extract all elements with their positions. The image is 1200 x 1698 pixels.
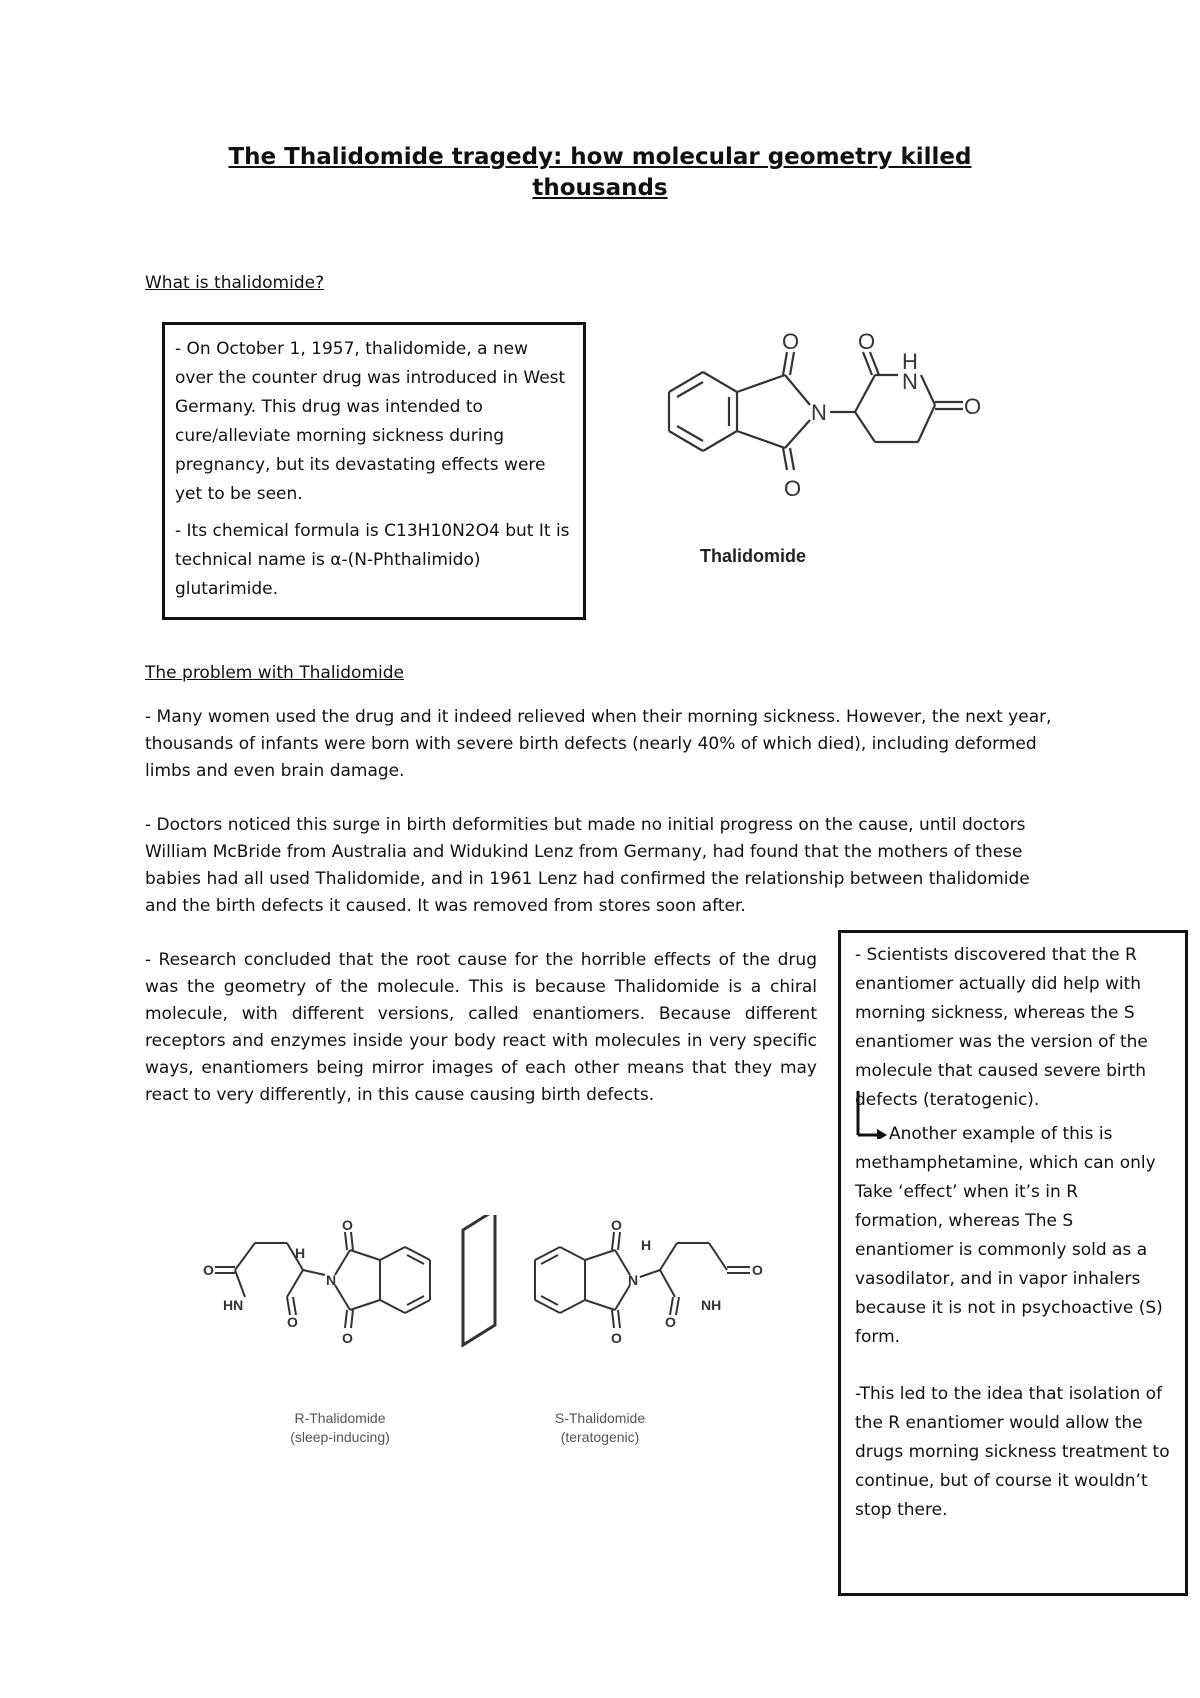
s-atom-nh: NH — [701, 1297, 722, 1313]
atom-o-bottom: O — [784, 476, 802, 501]
s-thalidomide-desc: (teratogenic) — [560, 1429, 640, 1445]
intro-box-paragraph-2: - Its chemical formula is C13H10N2O4 but It is technical name is α-(N-Phthalimido) glutarimide. — [175, 521, 570, 599]
heading-problem: The problem with Thalidomide — [145, 663, 404, 683]
s-thalidomide-name: S-Thalidomide — [554, 1410, 646, 1426]
s-atom-h: H — [641, 1237, 652, 1253]
intro-box-paragraph-1: - On October 1, 1957, thalidomide, a new over the counter drug was introduced in West Germany. This drug was intended to cure/alleviate morning sickness during pregnancy, but its devastating effects were yet to be seen. — [175, 339, 566, 504]
paragraph-research: - Research concluded that the root cause for the horrible effects of the drug was the geometry of the molecule. This is because Thalidomide is a chiral molecule, with different versions, called enantiomers. Because different receptors and enzymes inside your body react with molecules in very specific ways, enantiomers being mirror images of each other means that they may react to very differently, in this cause causing birth defects. — [145, 950, 817, 1105]
atom-n-glutarimide: N — [902, 369, 918, 394]
r-thalidomide-desc: (sleep-inducing) — [290, 1429, 390, 1445]
side-box-paragraph-1: - Scientists discovered that the R enantiomer actually did help with morning sickness, whereas the S enantiomer was the version of the molecule that caused severe birth defects (teratogenic). — [855, 945, 1148, 1110]
document-title — [150, 142, 1050, 204]
s-atom-o-top: O — [611, 1217, 622, 1233]
paragraph-doctors: - Doctors noticed this surge in birth deformities but made no initial progress on the cause, until doctors William McBride from Australia and Widukind Lenz from Germany, had found that the mothers of these babies had all used Thalidomide, and in 1961 Lenz had confirmed the relationship between thalidomide and the birth defects it caused. It was removed from stores soon after. — [145, 815, 1030, 916]
r-atom-hn: HN — [223, 1297, 244, 1313]
r-atom-o-top: O — [342, 1217, 353, 1233]
s-atom-o-right: O — [752, 1262, 763, 1278]
s-thalidomide-caption — [500, 1409, 700, 1447]
s-atom-o-bottom: O — [665, 1314, 676, 1330]
arrow-icon — [855, 1119, 889, 1139]
title-line-1: The Thalidomide tragedy: how molecular geometry killed — [228, 144, 972, 170]
intro-box — [162, 322, 586, 620]
heading-what-is: What is thalidomide? — [145, 273, 325, 293]
thalidomide-label: Thalidomide — [700, 546, 807, 566]
r-thalidomide-caption — [240, 1409, 440, 1447]
atom-o-right: O — [964, 394, 982, 419]
atom-o-top-left: O — [782, 330, 800, 354]
paragraph-birth-defects: - Many women used the drug and it indeed relieved when their morning sickness. However, the next year, thousands of infants were born with severe birth defects (nearly 40% of which died), including deformed limbs and even brain damage. — [145, 707, 1052, 781]
side-box-paragraph-3: -This led to the idea that isolation of the R enantiomer would allow the drugs morning sickness treatment to continue, but of course it wouldn’t stop there. — [855, 1384, 1170, 1520]
thalidomide-structure-diagram — [650, 330, 1030, 530]
r-atom-o-bottom: O — [287, 1314, 298, 1330]
r-atom-h: H — [295, 1245, 306, 1261]
s-atom-o-lower: O — [611, 1330, 622, 1346]
atom-o-glutarimide: O — [858, 330, 876, 354]
title-line-2: thousands — [532, 175, 668, 201]
enantiomer-side-box — [838, 930, 1188, 1596]
r-atom-o-lower: O — [342, 1330, 353, 1346]
r-atom-n: N — [326, 1272, 337, 1288]
r-atom-o-left: O — [203, 1262, 214, 1278]
side-box-paragraph-2 — [855, 1119, 1171, 1352]
r-thalidomide-name: R-Thalidomide — [294, 1410, 386, 1426]
enantiomer-diagram — [195, 1215, 775, 1375]
side-box-paragraph-2-text: Another example of this is methamphetamine, which can only Take ‘effect’ when it’s in R formation, whereas The S enantiomer is commonly sold as a vasodilator, and in vapor inhalers because it is not in psychoactive (S) form. — [855, 1124, 1163, 1347]
atom-n-imide: N — [811, 400, 827, 425]
s-atom-n: N — [628, 1272, 639, 1288]
atom-h: H — [902, 349, 918, 374]
